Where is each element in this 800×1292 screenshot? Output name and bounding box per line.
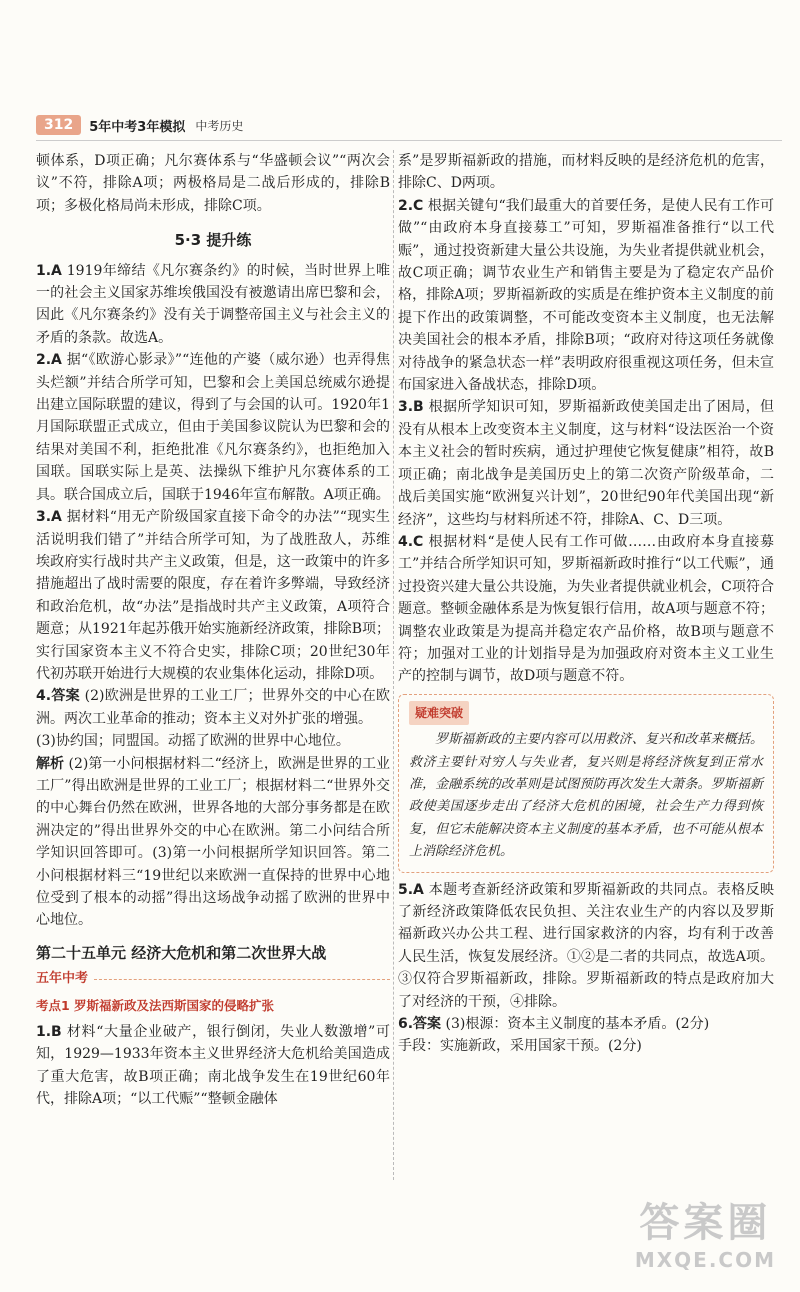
page-header [36,112,243,138]
answer-item [398,396,774,530]
answer-text: 据材料“用无产阶级国家直接下命令的办法”“现实生活说明我们错了”并结合所学可知，为了战胜敌人，苏维埃政府实行战时共产主义政策，但是，这一政策中的许多措施超出了战时需要的限度，存在着许多弊端，导致经济和政治危机，故“办法”是指战时共产主义政策，A项符合题意；从1921年起苏俄开始实施新经济政策，排除B项；实行国家资本主义不符合史实，排除C项；20世纪30年代初苏联开始进行大规模的农业集体化运动，排除D项。 [36,509,390,682]
answer-item [36,685,390,730]
answer-item [398,195,774,397]
answer-text: 根据所学知识可知，罗斯福新政使美国走出了困局，但没有从根本上改变资本主义制度，这与材料“设法医治一个资本主义社会的暂时疾病，通过护理使它恢复健康”相符，故B项正确；南北战争是美国历史上的第二次资产阶级革命，二战后美国实施“欧洲复兴计划”，20世纪90年代美国出现“新经济”，这些均与材料所述不符，排除A、C、D三项。 [398,399,774,528]
answer-number: 2.C [398,197,424,214]
answer-text: (2)欧洲是世界的工业工厂；世界外交的中心在欧洲。两次工业革命的推动；资本主义对外扩张的增强。 [36,688,390,727]
right-column [398,150,774,1058]
difficulty-text: 罗斯福新政的主要内容可以用救济、复兴和改革来概括。救济主要针对穷人与失业者，复兴则是将经济恢复到正常水准，金融系统的改革则是试图预防再次发生大萧条。罗斯福新政使美国逐步走出了经济大危机的困境，社会生产力得到恢复，但它未能解决资本主义制度的基本矛盾，也不可能从根本上消除经济危机。 [409,732,763,860]
watermark [635,1191,776,1272]
answer-text: (3)根源：资本主义制度的基本矛盾。(2分) [445,1016,710,1033]
book-title: 5年中考3年模拟 [89,119,186,135]
answer-number: 2.A [36,352,62,369]
analysis-text: (2)第一小问根据材料二“经济上，欧洲是世界的工业工厂”得出欧洲是世界的工业工厂；根据材料二“世界外交的中心舞台仍然在欧洲，世界各地的大部分事务都是在欧洲决定的”得出世界外交的中心在欧洲。第二小问结合所学知识回答即可。(3)第一小问根据所学知识回答。第二小问根据材料三“19世纪以来欧洲一直保持的世界中心地位受到了根本的动摇”得出这场战争动摇了欧洲的世界中心地位。 [36,755,390,929]
left-column [36,150,390,1111]
answer-text-continued: (3)协约国；同盟国。动摇了欧洲的世界中心地位。 [36,733,350,750]
column-divider [393,150,394,1180]
answer-number: 4.答案 [36,688,80,705]
answer-text: 材料“大量企业破产，银行倒闭，失业人数激增”可知，1929—1933年资本主义世界经济大危机给美国造成了重大危害，故B项正确；南北战争发生在19世纪60年代，排除A项；“以工代赈”“整顿金融体 [36,1024,390,1108]
answer-number: 3.A [36,509,62,526]
key-point-title: 考点1 罗斯福新政及法西斯国家的侵略扩张 [36,997,275,1013]
answer-item [398,1013,774,1035]
answer-text: 根据关键句“我们最重大的首要任务，是使人民有工作可做”“由政府本身直接募工”可知，罗斯福准备推行“以工代赈”，通过投资新建大量公共设施，为失业者提供就业机会，故C项正确；调节农业生产和销售主要是为了稳定农产品价格，排除A项；罗斯福新政的实质是在维护资本主义制度的前提下作出的政策调整，不可能改变资本主义制度，也无法解决美国社会的根本矛盾，排除B项；“政府对待这项任务就像对待战争的紧急状态一样”表明政府很重视这项任务，但未宣布国家进入备战状态，排除D项。 [398,197,775,394]
answer-number: 3.B [398,399,424,416]
analysis-item [36,753,390,932]
answer-item [36,260,390,350]
answer-item [36,349,390,506]
analysis-label: 解析 [36,755,65,772]
header-divider [36,140,782,141]
answer-item [36,1021,390,1111]
answer-item [398,531,774,688]
page-number: 312 [36,115,81,135]
unit-title: 第二十五单元 经济大危机和第二次世界大战 [36,943,327,962]
answer-number: 6.答案 [398,1016,442,1033]
five-year-tag: 五年中考 [36,971,89,987]
difficulty-label: 疑难突破 [409,701,469,725]
tag-row [36,968,390,990]
answer-item [398,879,774,1013]
continued-paragraph: 系”是罗斯福新政的措施，而材料反映的是经济危机的危害，排除C、D两项。 [398,153,774,192]
answer-number: 1.A [36,262,62,279]
answer-item [36,506,390,685]
tag-divider [94,979,390,980]
continued-paragraph: 顿体系，D项正确；凡尔赛体系与“华盛顿会议”“两次会议”不符，排除A项；两极格局是二战后形成的，排除B项；多极化格局尚未形成，排除C项。 [36,153,390,214]
answer-number: 1.B [36,1024,62,1041]
difficulty-box [398,694,774,873]
answer-text: 本题考查新经济政策和罗斯福新政的共同点。表格反映了新经济政策降低农民负担、关注农业生产的内容以及罗斯福新政兴办公共工程、进行国家救济的内容，均有利于改善人民生活，恢复发展经济。①②是二者的共同点，故选A项。③仅符合罗斯福新政，排除。罗斯福新政的特点是政府加大了对经济的干预，④排除。 [398,881,775,1010]
watermark-logo-text: 答案圈 [639,1200,772,1246]
answer-number: 5.A [398,881,424,898]
watermark-url: MXQE.COM [634,1248,776,1272]
section-title: 5·3 提升练 [174,231,252,250]
answer-text-continued: 手段：实施新政，采用国家干预。(2分) [398,1038,642,1055]
answer-text: 根据材料“是使人民有工作可做……由政府本身直接募工”并结合所学知识可知，罗斯福新政时推行“以工代赈”，通过投资兴建大量公共设施，为失业者提供就业机会，C项符合题意。整顿金融体系是为恢复银行信用，故A项与题意不符；调整农业政策是为提高并稳定农产品价格，故B项与题意不符；加强对工业的计划指导是为加强政府对资本主义工业生产的控制与调节，故D项与题意不符。 [398,533,775,685]
answer-text: 1919年缔结《凡尔赛条约》的时候，当时世界上唯一的社会主义国家苏维埃俄国没有被邀请出席巴黎和会，因此《凡尔赛条约》没有关于调整帝国主义与社会主义的矛盾的条款。故选A。 [36,262,390,346]
answer-text: 据“《欧游心影录》”“连他的产婆（威尔逊）也弄得焦头烂额”并结合所学可知，巴黎和会上美国总统威尔逊提出建立国际联盟的建议，得到了与会国的认可。1920年1月国际联盟正式成立，但由于美国参议院认为巴黎和会的结果对美国不利，拒绝批准《凡尔赛条约》，也拒绝加入国联。国联实际上是英、法操纵下维护凡尔赛体系的工具。联合国成立后，国联于1946年宣布解散。A项正确。 [36,352,390,503]
subject-label: 中考历史 [195,118,244,133]
answer-number: 4.C [398,533,424,550]
